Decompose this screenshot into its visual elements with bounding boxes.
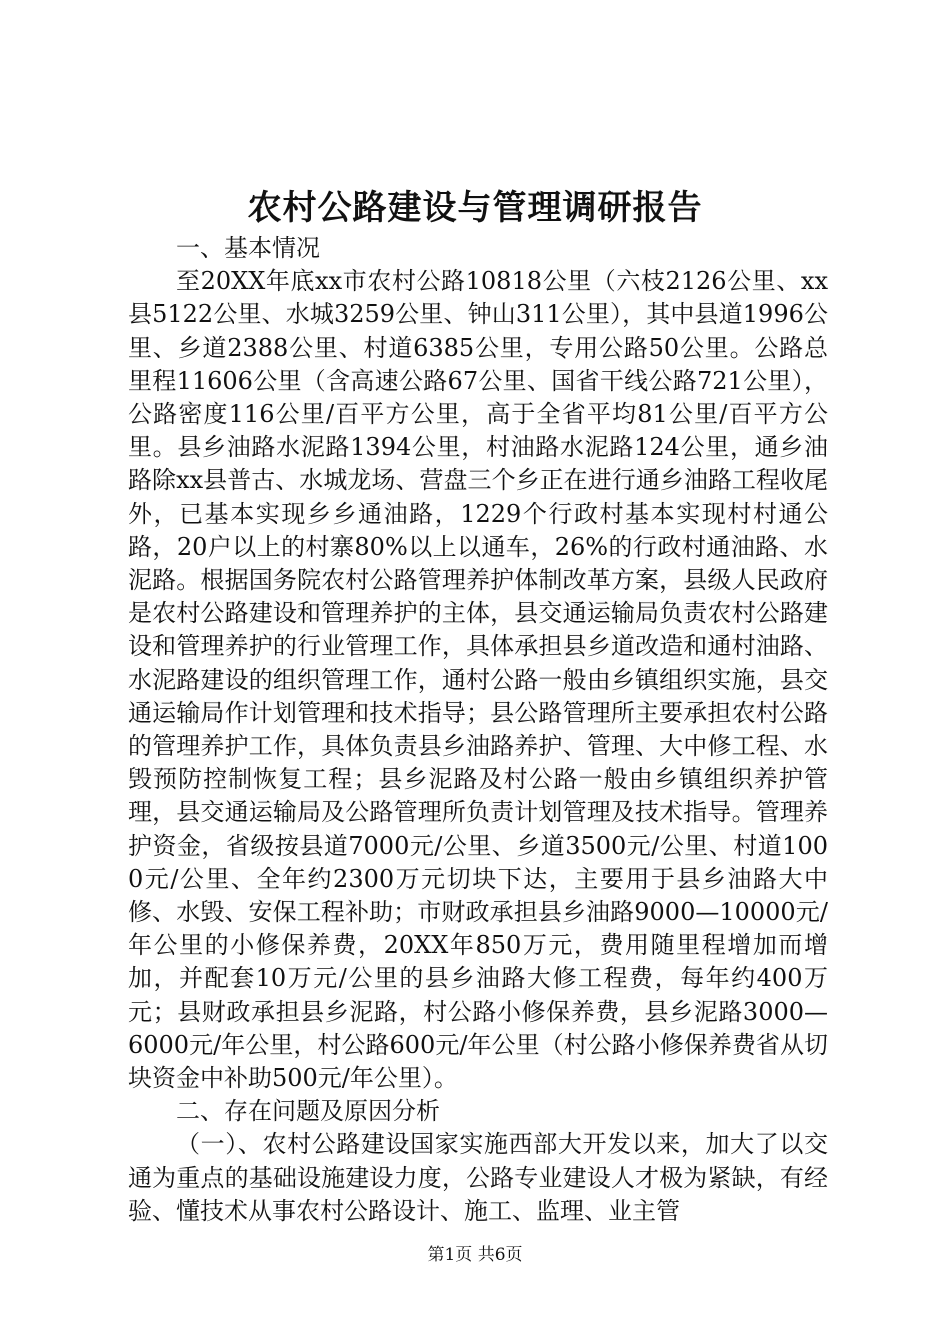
section-paragraph-basic-situation: 至20XX年底xx市农村公路10818公里（六枝2126公里、xx县5122公里、水城3259公里、钟山311公里），其中县道1996公里、乡道2388公里、村道6385公里，专用公路50公里。公路总里程11606公里（含高速公路67公里、国省干线公路721公里），公路密度116公里/百平方公里，高于全省平均81公里/百平方公里。县乡油路水泥路1394公里，村油路水泥路124公里，通乡油路除xx县普古、水城龙场、营盘三个乡正在进行通乡油路工程收尾外，已基本实现乡乡通油路，1229个行政村基本实现村村通公路，20户以上的村寨80%以上以通车，26%的行政村通油路、水泥路。根据国务院农村公路管理养护体制改革方案，县级人民政府是农村公路建设和管理养护的主体，县交通运输局负责农村公路建设和管理养护的行业管理工作，具体承担县乡道改造和通村油路、水泥路建设的组织管理工作，通村公路一般由乡镇组织实施，县交通运输局作计划管理和技术指导；县公路管理所主要承担农村公路的管理养护工作，具体负责县乡油路养护、管理、大中修工程、水毁预防控制恢复工程；县乡泥路及村公路一般由乡镇组织养护管理，县交通运输局及公路管理所负责计划管理及技术指导。管理养护资金，省级按县道7000元/公里、乡道3500元/公里、村道1000元/公里、全年约2300万元切块下达，主要用于县乡油路大中修、水毁、安保工程补助；市财政承担县乡油路9000—10000元/年公里的小修保养费，20XX年850万元，费用随里程增加而增加，并配套10万元/公里的县乡油路大修工程费，每年约400万元；县财政承担县乡泥路，村公路小修保养费，县乡泥路3000—6000元/年公里，村公路600元/年公里（村公路小修保养费省从切块资金中补助500元/年公里）。 — [128, 267, 828, 1093]
section-heading-problems: 二、存在问题及原因分析 — [176, 1097, 440, 1126]
section-heading-basic-situation: 一、基本情况 — [176, 234, 320, 262]
page-footer: 第1页 共6页 — [427, 1245, 523, 1265]
document-body — [128, 232, 828, 1228]
document-title: 农村公路建设与管理调研报告 — [247, 188, 703, 228]
section-paragraph-problems: （一）、农村公路建设国家实施西部大开发以来，加大了以交通为重点的基础设施建设力度，公路专业建设人才极为紧缺，有经验、懂技术从事农村公路设计、施工、监理、业主管 — [128, 1130, 828, 1225]
